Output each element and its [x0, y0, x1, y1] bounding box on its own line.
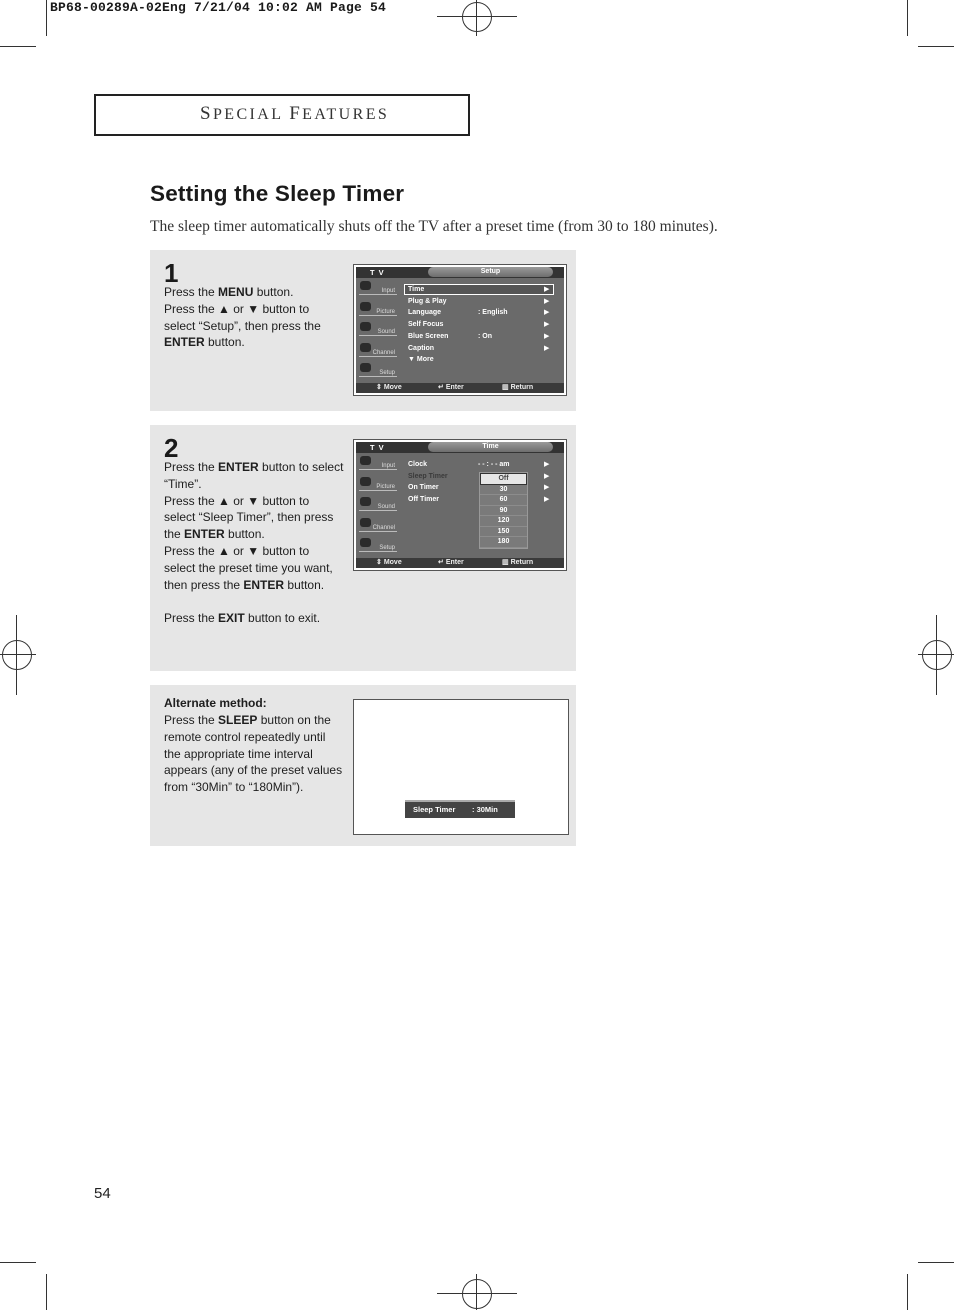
submenu-arrow-icon: ▶ [544, 286, 550, 293]
section-title: SPECIAL FEATURES [200, 103, 390, 124]
print-slug-line: BP68-00289A-02Eng 7/21/04 10:02 AM Page 54 [50, 0, 387, 15]
instruction-line: select “Sleep Timer”, then press [164, 510, 334, 525]
sidebar-label: Setup [379, 370, 395, 376]
sidebar-label: Sound [377, 329, 395, 335]
sidebar-item-input [359, 279, 397, 295]
menu-item: Plug & Play [408, 297, 447, 305]
menu-item: Clock [408, 461, 428, 468]
instruction-line: Press the ▲ or ▼ button to [164, 543, 310, 558]
submenu-arrow-icon: ▶ [544, 297, 550, 305]
instruction-line: the ENTER button. [164, 527, 265, 542]
dropdown-option: 30 [480, 485, 527, 496]
submenu-arrow-icon: ▶ [544, 332, 550, 340]
instruction-line: Press the ▲ or ▼ button to [164, 301, 310, 316]
instruction-line: ENTER button. [164, 335, 245, 350]
dropdown-option: 90 [480, 506, 527, 517]
sidebar-label: Setup [379, 545, 395, 551]
osd-sidebar [356, 279, 398, 383]
setup-icon [360, 538, 371, 547]
channel-icon [360, 518, 371, 527]
sidebar-item-setup [359, 361, 397, 377]
osd-screen-sleep [353, 699, 569, 835]
menu-item: ▼ More [408, 356, 434, 364]
instruction-line: “Time”. [164, 476, 202, 491]
submenu-arrow-icon: ▶ [544, 309, 550, 317]
sidebar-label: Channel [372, 524, 395, 531]
sidebar-label: Picture [376, 483, 395, 490]
sleep-timer-value: : 30Min [472, 805, 498, 814]
osd-footer [356, 558, 564, 568]
intro-text: The sleep timer automatically shuts off the TV after a preset time (from 30 to 180 minutes). [150, 218, 718, 235]
sidebar-item-sound [359, 495, 397, 511]
menu-item: Time [408, 286, 425, 293]
menu-item-value: : English [478, 309, 508, 317]
menu-item-value: - - : - - am [478, 461, 510, 468]
page-title: Setting the Sleep Timer [150, 181, 405, 206]
sidebar-label: Input [381, 288, 395, 294]
crop-mark [918, 46, 954, 47]
instruction-line: select “Setup”, then press the [164, 318, 321, 333]
menu-item: Blue Screen [408, 332, 449, 340]
instruction-line: remote control repeatedly until [164, 729, 326, 744]
step-number: 1 [164, 258, 179, 288]
menu-item: On Timer [408, 484, 439, 492]
menu-item-value: : On [478, 332, 492, 340]
move-hint: ⇕ Move [376, 384, 402, 391]
picture-icon [360, 302, 371, 311]
menu-item: Off Timer [408, 496, 439, 504]
tv-label: T V [370, 268, 385, 277]
enter-hint: ↵ Enter [438, 559, 464, 566]
alternate-instructions [164, 712, 342, 796]
crop-mark [0, 46, 36, 47]
channel-icon [360, 343, 371, 352]
sidebar-item-input [359, 454, 397, 470]
sleep-timer-dropdown [479, 472, 528, 549]
return-hint: ▥ Return [502, 559, 534, 566]
sidebar-label: Input [381, 463, 395, 469]
instruction-line: Press the ▲ or ▼ button to [164, 493, 310, 508]
step-number: 2 [164, 433, 179, 463]
dropdown-option: 60 [480, 495, 527, 506]
menu-header: Setup [428, 267, 553, 277]
picture-icon [360, 477, 371, 486]
osd-sidebar [356, 454, 398, 558]
sound-icon [360, 322, 371, 331]
step-1-panel [150, 250, 576, 411]
instruction-line: Press the ENTER button to select [164, 460, 344, 474]
alternate-heading: Alternate method: [164, 696, 267, 710]
move-hint: ⇕ Move [376, 559, 402, 566]
menu-item: Caption [408, 344, 435, 352]
osd-screen-time [353, 439, 567, 571]
sidebar-label: Channel [372, 349, 395, 356]
instruction-line: appears (any of the preset values [164, 763, 343, 778]
dropdown-option: 120 [480, 516, 527, 527]
instruction-line: the appropriate time interval [164, 746, 313, 761]
submenu-arrow-icon: ▶ [544, 344, 550, 352]
submenu-arrow-icon: ▶ [544, 461, 550, 468]
step-1-instructions [164, 284, 321, 351]
page-number: 54 [94, 1185, 111, 1202]
sidebar-item-setup [359, 536, 397, 552]
sidebar-label: Sound [377, 504, 395, 510]
instruction-line: Press the MENU button. [164, 285, 294, 299]
dropdown-option: 150 [480, 527, 527, 538]
submenu-arrow-icon: ▶ [544, 484, 550, 492]
crop-mark [918, 1262, 954, 1263]
crop-mark [907, 0, 908, 36]
menu-item: Sleep Timer [408, 472, 448, 480]
dropdown-option: Off [480, 473, 527, 485]
crop-mark [907, 1274, 908, 1310]
return-hint: ▥ Return [502, 384, 534, 391]
instruction-line: Press the SLEEP button on the [164, 713, 331, 727]
instruction-line [164, 593, 343, 610]
crop-mark [0, 1262, 36, 1263]
highlight-box [404, 284, 554, 295]
dropdown-option: 180 [480, 537, 527, 548]
sidebar-item-picture [359, 475, 397, 491]
step-2-panel [150, 425, 576, 671]
input-icon [360, 456, 371, 465]
tv-label: T V [370, 443, 385, 452]
instruction-line: select the preset time you want, [164, 560, 333, 575]
crop-mark [46, 1274, 47, 1310]
input-icon [360, 281, 371, 290]
instruction-line: from “30Min” to “180Min”). [164, 780, 304, 795]
sidebar-item-channel [359, 341, 397, 357]
alternate-method-panel [150, 685, 576, 846]
instruction-line: then press the ENTER button. [164, 577, 325, 592]
step-2-instructions [164, 459, 343, 627]
menu-header: Time [428, 442, 553, 452]
menu-item: Language [408, 309, 442, 317]
sidebar-item-picture [359, 300, 397, 316]
enter-hint: ↵ Enter [438, 384, 464, 391]
sound-icon [360, 497, 371, 506]
sleep-timer-banner [405, 800, 515, 818]
instruction-line: Press the EXIT button to exit. [164, 611, 321, 626]
osd-footer [356, 383, 564, 393]
sleep-timer-label: Sleep Timer [413, 805, 456, 814]
submenu-arrow-icon: ▶ [544, 472, 550, 480]
menu-item: Self Focus [408, 321, 444, 329]
sidebar-item-sound [359, 320, 397, 336]
sidebar-label: Picture [376, 308, 395, 315]
submenu-arrow-icon: ▶ [544, 496, 550, 504]
setup-icon [360, 363, 371, 372]
crop-mark [46, 0, 47, 36]
osd-screen-setup [353, 264, 567, 396]
sidebar-item-channel [359, 516, 397, 532]
submenu-arrow-icon: ▶ [544, 321, 550, 329]
